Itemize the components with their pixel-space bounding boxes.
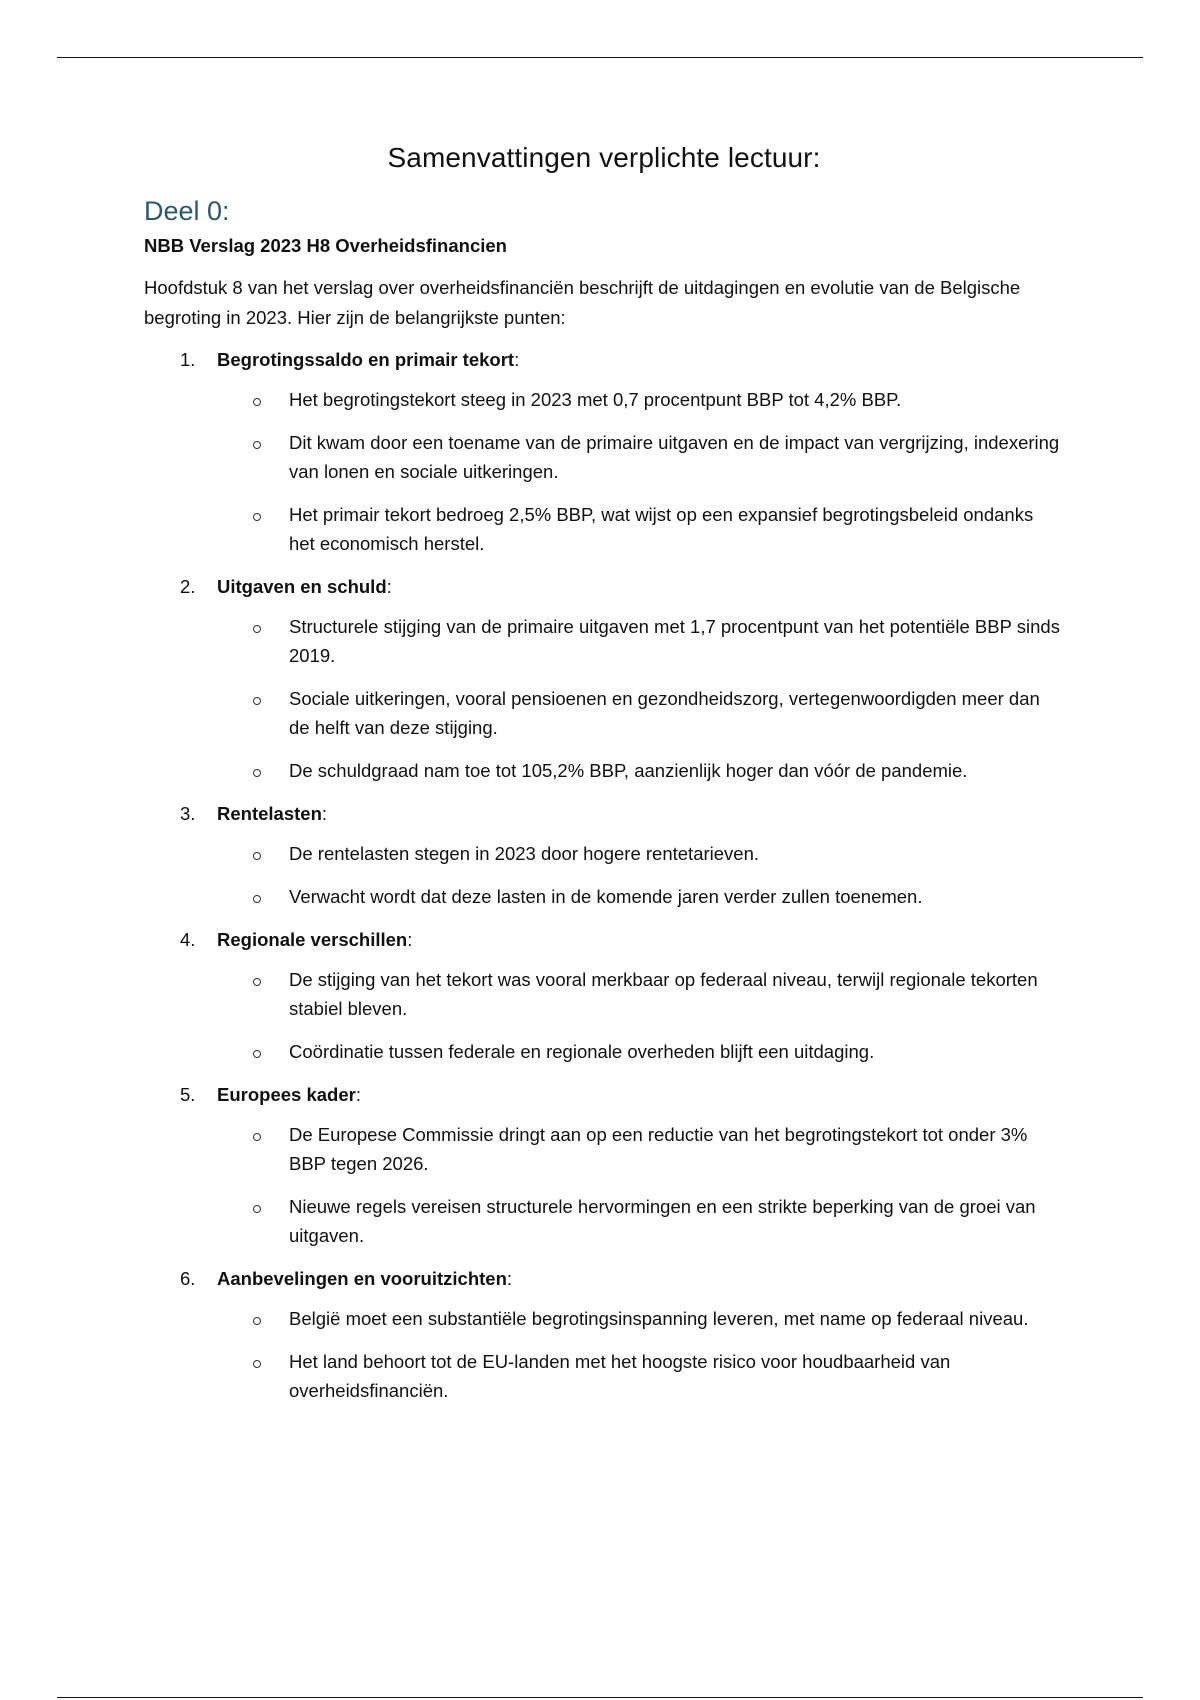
point-number: 2.: [180, 576, 196, 598]
point-heading: [144, 1264, 1064, 1294]
bullet-text: De Europese Commissie dringt aan op een reductie van het begrotingstekort tot onder 3% BBP tegen 2026.: [289, 1124, 1028, 1175]
bullet-list: [144, 385, 1064, 558]
bullet-item: [144, 1037, 1064, 1066]
bullet-item: [144, 965, 1064, 1023]
bullet-list: [144, 1304, 1064, 1405]
point-heading: [144, 572, 1064, 602]
hollow-circle-bullet-icon: [253, 1317, 261, 1325]
bullet-list: [144, 839, 1064, 911]
hollow-circle-bullet-icon: [253, 1360, 261, 1368]
hollow-circle-bullet-icon: [253, 1205, 261, 1213]
point-title: Rentelasten: [217, 803, 322, 825]
point-number: 5.: [180, 1084, 196, 1106]
hollow-circle-bullet-icon: [253, 852, 261, 860]
hollow-circle-bullet-icon: [253, 398, 261, 406]
point-title: Europees kader: [217, 1084, 356, 1106]
numbered-point: [144, 1080, 1064, 1250]
point-heading: [144, 1080, 1064, 1110]
bullet-text: België moet een substantiële begrotingsinspanning leveren, met name op federaal niveau.: [289, 1308, 1029, 1330]
bullet-list: [144, 965, 1064, 1066]
bullet-item: [144, 839, 1064, 868]
points-list: [144, 345, 1064, 1405]
section-heading: Deel 0:: [144, 196, 230, 227]
point-heading: [144, 799, 1064, 829]
hollow-circle-bullet-icon: [253, 769, 261, 777]
bullet-text: De rentelasten stegen in 2023 door hogere rentetarieven.: [289, 843, 760, 865]
bullet-item: [144, 1192, 1064, 1250]
hollow-circle-bullet-icon: [253, 697, 261, 705]
point-title-colon: :: [386, 576, 392, 598]
document-title: Samenvattingen verplichte lectuur:: [387, 142, 821, 173]
point-number: 1.: [180, 349, 196, 371]
document-page: [144, 140, 1064, 1419]
hollow-circle-bullet-icon: [253, 625, 261, 633]
bullet-item: [144, 756, 1064, 785]
point-number: 6.: [180, 1268, 196, 1290]
numbered-point: [144, 799, 1064, 911]
bullet-text: Het begrotingstekort steeg in 2023 met 0,7 procentpunt BBP tot 4,2% BBP.: [289, 389, 902, 411]
hollow-circle-bullet-icon: [253, 441, 261, 449]
point-title-colon: :: [506, 1268, 513, 1290]
point-number: 4.: [180, 929, 196, 951]
bullet-text: Verwacht wordt dat deze lasten in de komende jaren verder zullen toenemen.: [289, 886, 923, 908]
intro-paragraph: Hoofdstuk 8 van het verslag over overheidsfinanciën beschrijft de uitdagingen en evolutie van de Belgische begroting in 2023. Hier zijn de belangrijkste punten:: [144, 277, 1021, 329]
point-title-colon: :: [355, 1084, 361, 1106]
bullet-item: [144, 1120, 1064, 1178]
bullet-text: Nieuwe regels vereisen structurele hervormingen en een strikte beperking van de groei van uitgaven.: [289, 1196, 1036, 1247]
footer-rule: [57, 1697, 1143, 1698]
bullet-item: [144, 1304, 1064, 1333]
header-rule: [57, 57, 1143, 58]
bullet-item: [144, 684, 1064, 742]
bullet-text: Dit kwam door een toename van de primaire uitgaven en de impact van vergrijzing, indexering van lonen en sociale uitkeringen.: [289, 432, 1060, 483]
hollow-circle-bullet-icon: [253, 1050, 261, 1058]
numbered-point: [144, 1264, 1064, 1405]
bullet-item: [144, 882, 1064, 911]
point-heading: [144, 345, 1064, 375]
point-title: Aanbevelingen en vooruitzichten: [217, 1268, 507, 1290]
bullet-list: [144, 1120, 1064, 1250]
sub-heading: NBB Verslag 2023 H8 Overheidsfinancien: [144, 235, 507, 257]
bullet-list: [144, 612, 1064, 785]
bullet-text: De schuldgraad nam toe tot 105,2% BBP, aanzienlijk hoger dan vóór de pandemie.: [289, 760, 968, 782]
hollow-circle-bullet-icon: [253, 895, 261, 903]
point-title-colon: :: [321, 803, 328, 825]
hollow-circle-bullet-icon: [253, 978, 261, 986]
bullet-text: Sociale uitkeringen, vooral pensioenen en gezondheidszorg, vertegenwoordigden meer dan de helft van deze stijging.: [289, 688, 1040, 739]
point-title-colon: :: [407, 929, 413, 951]
bullet-item: [144, 1347, 1064, 1405]
point-title: Regionale verschillen: [217, 929, 408, 951]
bullet-text: Het primair tekort bedroeg 2,5% BBP, wat wijst op een expansief begrotingsbeleid ondanks het economisch herstel.: [289, 504, 1034, 555]
hollow-circle-bullet-icon: [253, 1133, 261, 1141]
bullet-item: [144, 385, 1064, 414]
bullet-text: Structurele stijging van de primaire uitgaven met 1,7 procentpunt van het potentiële BBP sinds 2019.: [289, 616, 1060, 667]
bullet-item: [144, 612, 1064, 670]
numbered-point: [144, 925, 1064, 1066]
point-heading: [144, 925, 1064, 955]
point-title: Begrotingssaldo en primair tekort: [217, 349, 515, 371]
point-number: 3.: [180, 803, 196, 825]
bullet-text: De stijging van het tekort was vooral merkbaar op federaal niveau, terwijl regionale tekorten stabiel bleven.: [289, 969, 1038, 1020]
bullet-text: Coördinatie tussen federale en regionale overheden blijft een uitdaging.: [289, 1041, 875, 1063]
bullet-item: [144, 428, 1064, 486]
hollow-circle-bullet-icon: [253, 513, 261, 521]
numbered-point: [144, 572, 1064, 785]
bullet-item: [144, 500, 1064, 558]
numbered-point: [144, 345, 1064, 558]
point-title-colon: :: [514, 349, 520, 371]
point-title: Uitgaven en schuld: [217, 576, 387, 598]
bullet-text: Het land behoort tot de EU-landen met het hoogste risico voor houdbaarheid van overheidsfinanciën.: [289, 1351, 951, 1402]
